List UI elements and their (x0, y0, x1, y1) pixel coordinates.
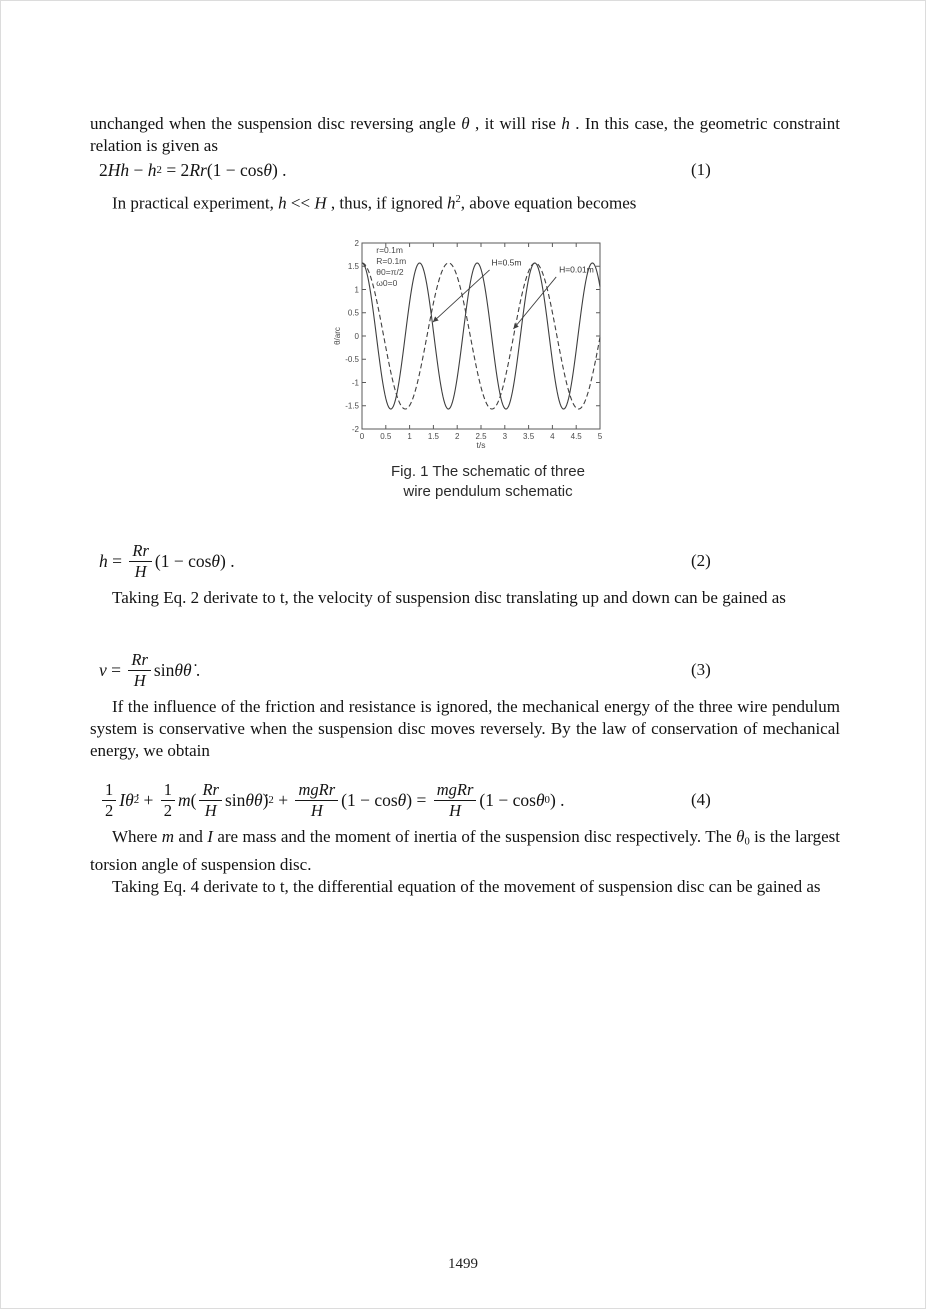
svg-text:1: 1 (407, 432, 412, 441)
svg-text:-1.5: -1.5 (345, 401, 359, 411)
paragraph-taking-eq4: Taking Eq. 4 derivate to t, the differential equation of the movement of suspension disc can be gained as (112, 877, 821, 896)
figure-caption-line2: wire pendulum schematic (403, 483, 573, 500)
svg-text:4.5: 4.5 (570, 432, 582, 441)
figure-caption-line1: Fig. 1 The schematic of three (391, 463, 585, 480)
equation-1 (99, 157, 840, 183)
svg-text:R=0.1m: R=0.1m (376, 256, 407, 267)
pendulum-angle-plot (331, 237, 611, 451)
svg-text:2: 2 (354, 238, 359, 248)
svg-text:H=0.5m: H=0.5m (491, 257, 522, 268)
svg-text:2.5: 2.5 (475, 432, 487, 441)
svg-text:3: 3 (502, 432, 508, 441)
svg-text:-1: -1 (351, 378, 359, 388)
svg-text:2: 2 (454, 432, 460, 441)
paragraph-practical-experiment: In practical experiment, h << H , thus, if ignored $h^2$, above equation becomes (112, 193, 637, 213)
svg-text:1: 1 (354, 285, 359, 295)
paragraph-taking-eq2: Taking Eq. 2 derivate to t, the velocity of suspension disc translating up and down can be gained as (112, 588, 786, 607)
equation-1-body: 2 Hh − h 2 = 2 Rr (1 − cos θ ) . (99, 159, 287, 180)
equation-2 (99, 535, 840, 587)
svg-text:t/s: t/s (476, 440, 486, 450)
svg-text:-2: -2 (351, 424, 359, 434)
equation-4-body: $\frac{1}{2}$ I θ̇ 2 + $\frac{1}{2}$ m ( $\frac{Rr}{H}$ sin θθ̇ ) 2 + $\frac{\text{mgRr}}{H}$ (1 − cos θ ) = $\frac{\text{mgRr}}{H}$ (1 − cos θ 0 ) . (99, 780, 565, 820)
svg-text:H=0.01m: H=0.01m (559, 264, 594, 275)
equation-2-number: (2) (691, 551, 711, 570)
svg-text:0.5: 0.5 (347, 308, 359, 318)
svg-text:θ/arc: θ/arc (333, 327, 342, 345)
svg-text:0: 0 (359, 432, 365, 441)
figure-caption (288, 462, 688, 502)
equation-3-body: v = $\frac{Rr}{H}$ sin θθ̇ . (99, 650, 201, 690)
svg-text:5: 5 (597, 432, 603, 441)
equation-2-body: h = $\frac{Rr}{H}$ (1 − cos θ ) . (99, 541, 235, 581)
paragraph-energy-conservation: If the influence of the friction and resistance is ignored, the mechanical energy of the three wire pendulum system is conservative when the suspension disc moves reversely. By the law of conservation of mechanical energy, we obtain (90, 697, 840, 760)
svg-text:ω0=0: ω0=0 (376, 278, 398, 289)
svg-text:4: 4 (550, 432, 555, 441)
svg-text:-0.5: -0.5 (345, 355, 359, 365)
page-number: 1499 (448, 1256, 478, 1272)
svg-text:3.5: 3.5 (523, 432, 535, 441)
svg-text:1.5: 1.5 (427, 432, 439, 441)
figure-chart (331, 237, 611, 451)
svg-text:0.5: 0.5 (380, 432, 392, 441)
svg-text:r=0.1m: r=0.1m (376, 245, 403, 256)
equation-4-number: (4) (691, 790, 711, 809)
paragraph-geometric-constraint: unchanged when the suspension disc reversing angle θ , it will rise h . In this case, the geometric constraint relation is given as (90, 114, 840, 155)
equation-1-number: (1) (691, 160, 711, 179)
svg-text:θ0=π/2: θ0=π/2 (376, 267, 404, 278)
equation-3-number: (3) (691, 660, 711, 679)
paragraph-where-m-and-i: Where m and I are mass and the moment of inertia of the suspension disc respectively. The θ0 is the largest torsion angle of suspension disc. (90, 827, 840, 874)
equation-4 (99, 774, 840, 826)
equation-3 (99, 644, 840, 696)
svg-text:1.5: 1.5 (347, 262, 359, 272)
svg-text:0: 0 (354, 331, 359, 341)
